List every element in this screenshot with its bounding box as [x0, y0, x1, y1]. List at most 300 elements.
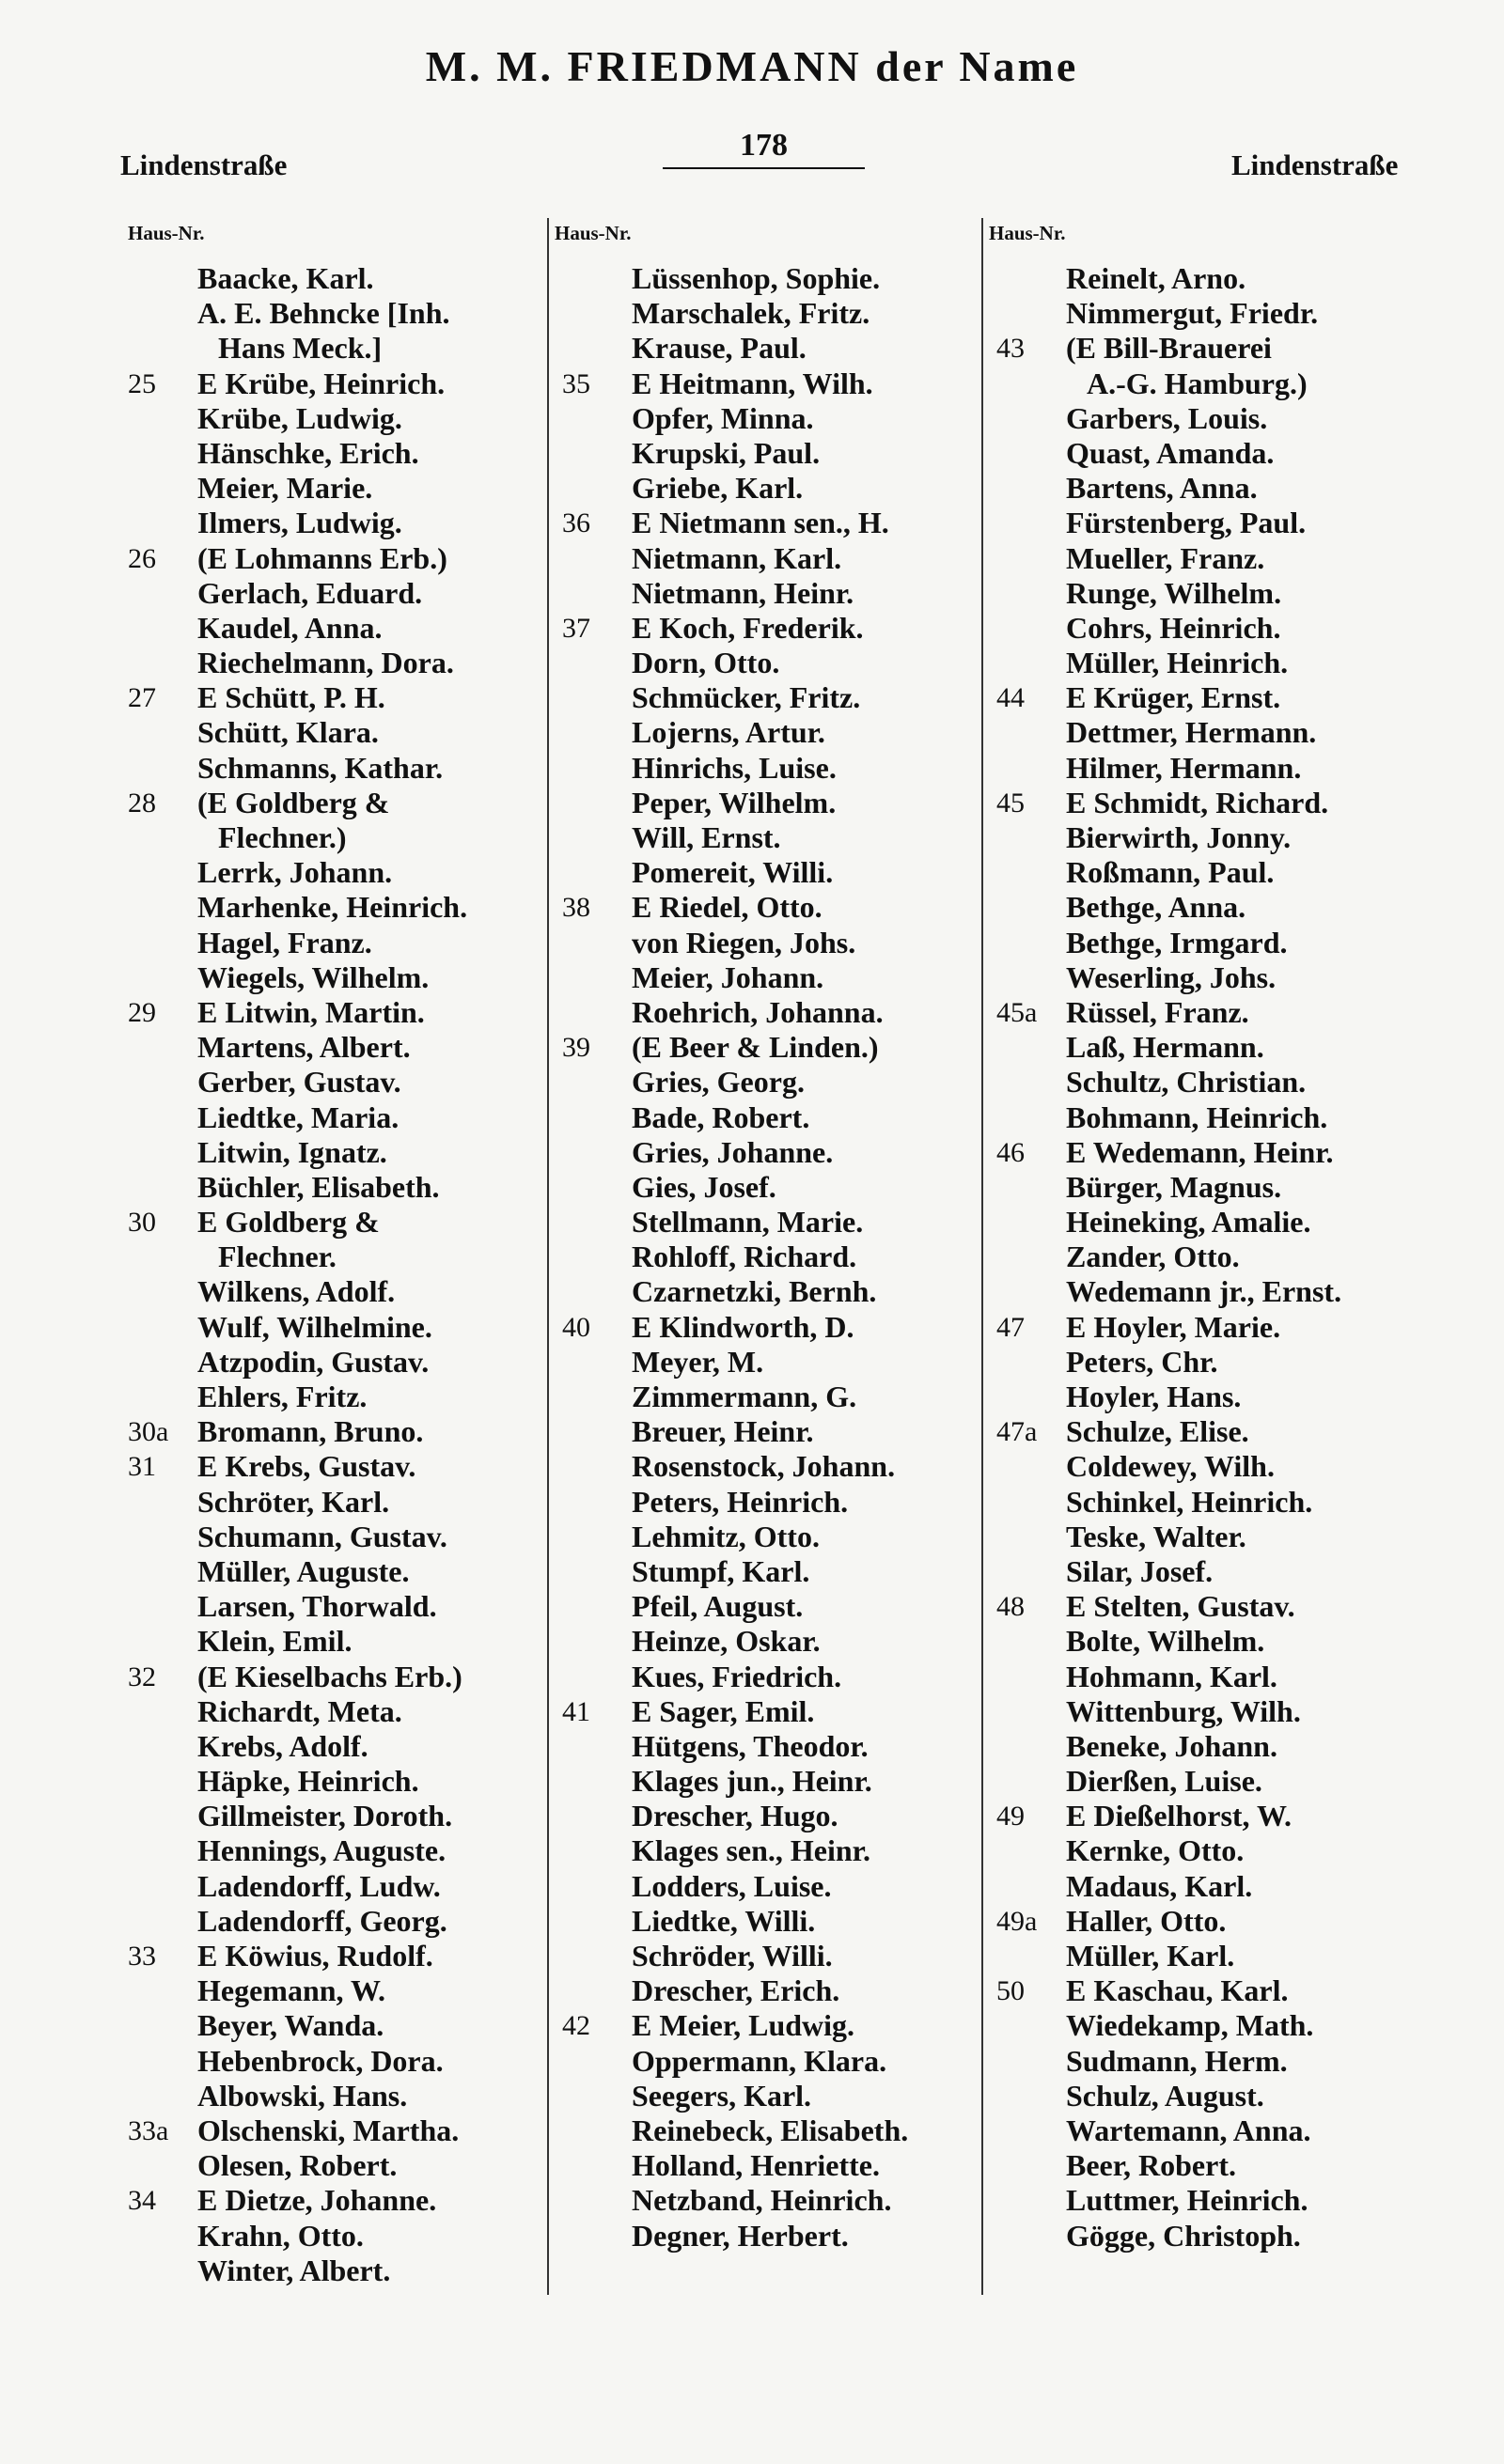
- directory-entry: [996, 1065, 1485, 1099]
- resident-name: Kaudel, Anna.: [197, 610, 383, 645]
- house-number: 43: [996, 333, 1025, 365]
- resident-name: Holland, Henriette.: [632, 2148, 880, 2183]
- directory-entry: [996, 1485, 1485, 1520]
- directory-entry: [128, 820, 541, 855]
- directory-entry: [996, 2113, 1485, 2148]
- directory-entry: [562, 680, 976, 715]
- resident-name: Häpke, Heinrich.: [197, 1764, 419, 1799]
- directory-entry: [996, 1904, 1485, 1939]
- resident-name: Schröder, Willi.: [632, 1939, 833, 1973]
- resident-name: Gries, Georg.: [632, 1065, 805, 1099]
- directory-entry: [128, 2008, 541, 2043]
- house-number: 40: [562, 1311, 590, 1343]
- directory-entry: [128, 576, 541, 611]
- resident-name: Drescher, Hugo.: [632, 1799, 838, 1833]
- directory-entry: [562, 1030, 976, 1065]
- resident-name: Reinebeck, Elisabeth.: [632, 2113, 909, 2147]
- directory-entry: [562, 331, 976, 366]
- directory-entry: [128, 436, 541, 471]
- resident-name: Madaus, Karl.: [1066, 1868, 1253, 1903]
- resident-name: Krahn, Otto.: [197, 2218, 364, 2253]
- resident-name: E Riedel, Otto.: [632, 890, 822, 925]
- directory-entry: [128, 1694, 541, 1729]
- resident-name: A.-G. Hamburg.): [1087, 366, 1308, 400]
- directory-entry: [562, 1799, 976, 1833]
- house-number: 49: [996, 1801, 1025, 1832]
- directory-entry: [996, 1799, 1485, 1833]
- resident-name: Fürstenberg, Paul.: [1066, 506, 1307, 540]
- resident-name: E Heitmann, Wilh.: [632, 366, 873, 400]
- resident-name: Peper, Wilhelm.: [632, 785, 837, 819]
- directory-entry: [128, 1799, 541, 1833]
- directory-entry: [562, 1100, 976, 1135]
- directory-entry: [562, 1520, 976, 1554]
- directory-entry: [996, 751, 1485, 786]
- directory-entry: [562, 1554, 976, 1589]
- resident-name: Nietmann, Heinr.: [632, 575, 854, 610]
- directory-entry: [996, 1764, 1485, 1799]
- house-number: 25: [128, 367, 156, 399]
- directory-entry: [996, 890, 1485, 925]
- directory-entry: [128, 2219, 541, 2253]
- directory-entry: [996, 1310, 1485, 1345]
- directory-entry: [128, 366, 541, 401]
- resident-name: Weserling, Johs.: [1066, 959, 1277, 994]
- directory-entry: [128, 715, 541, 750]
- resident-name: Nietmann, Karl.: [632, 540, 842, 575]
- resident-name: Peters, Chr.: [1066, 1344, 1218, 1379]
- house-number: 26: [128, 542, 156, 574]
- directory-entry: [562, 401, 976, 436]
- resident-name: A. E. Behncke [Inh.: [197, 296, 450, 331]
- resident-name: Schultz, Christian.: [1066, 1065, 1307, 1099]
- directory-entry: [996, 1030, 1485, 1065]
- directory-entry: [128, 1520, 541, 1554]
- street-header-left: Lindenstraße: [120, 148, 288, 181]
- directory-entry: [996, 401, 1485, 436]
- directory-entry: [128, 611, 541, 646]
- directory-entry: [996, 1973, 1485, 2008]
- directory-entry: [996, 436, 1485, 471]
- directory-entry: [996, 331, 1485, 366]
- directory-entry: [562, 2148, 976, 2183]
- directory-entry: [128, 995, 541, 1030]
- column-divider-1: [547, 218, 549, 2295]
- resident-name: Gerber, Gustav.: [197, 1065, 401, 1099]
- directory-entry: [128, 1485, 541, 1520]
- resident-name: Gögge, Christoph.: [1066, 2218, 1301, 2253]
- resident-name: Quast, Amanda.: [1066, 435, 1275, 470]
- directory-entry: [562, 1589, 976, 1624]
- resident-name: Kernke, Otto.: [1066, 1833, 1245, 1868]
- resident-name: E Goldberg &: [197, 1205, 380, 1240]
- directory-entry: [128, 401, 541, 436]
- house-number: 45a: [996, 996, 1038, 1028]
- house-number: 30a: [128, 1416, 169, 1448]
- house-number: 45: [996, 787, 1025, 819]
- resident-name: Müller, Karl.: [1066, 1939, 1235, 1973]
- resident-name: Büchler, Elisabeth.: [197, 1169, 440, 1204]
- directory-entry: [128, 2079, 541, 2113]
- resident-name: Lüssenhop, Sophie.: [632, 261, 881, 295]
- resident-name: Sudmann, Herm.: [1066, 2043, 1288, 2078]
- directory-entry: [996, 2148, 1485, 2183]
- page-title: M. M. FRIEDMANN der Name: [425, 42, 1079, 90]
- resident-name: Meier, Johann.: [632, 959, 824, 994]
- resident-name: Hans Meck.]: [218, 331, 383, 366]
- directory-entry: [996, 1100, 1485, 1135]
- directory-entry: [996, 1660, 1485, 1694]
- directory-entry: [562, 541, 976, 576]
- resident-name: Schmücker, Fritz.: [632, 680, 861, 715]
- directory-entry: [996, 2219, 1485, 2253]
- resident-name: Ehlers, Fritz.: [197, 1380, 368, 1413]
- resident-name: Bade, Robert.: [632, 1099, 810, 1134]
- directory-entry: [128, 1380, 541, 1414]
- resident-name: Rohloff, Richard.: [632, 1240, 857, 1274]
- directory-entry: [128, 296, 541, 331]
- resident-name: E Krübe, Heinrich.: [197, 366, 446, 400]
- directory-entry: [562, 1694, 976, 1729]
- resident-name: Hagel, Franz.: [197, 925, 372, 959]
- directory-entry: [996, 1170, 1485, 1205]
- directory-entry: [996, 646, 1485, 680]
- column-divider-2: [981, 218, 983, 2295]
- directory-entry: [128, 1589, 541, 1624]
- directory-entry: [128, 2148, 541, 2183]
- directory-entry: [996, 506, 1485, 540]
- resident-name: Hilmer, Hermann.: [1066, 750, 1302, 785]
- directory-entry: [562, 960, 976, 995]
- directory-entry: [128, 1100, 541, 1135]
- resident-name: Flechner.: [218, 1240, 337, 1274]
- directory-entry: [996, 2044, 1485, 2079]
- resident-name: Klein, Emil.: [197, 1624, 352, 1659]
- resident-name: Schröter, Karl.: [197, 1484, 390, 1519]
- resident-name: Dettmer, Hermann.: [1066, 715, 1317, 750]
- directory-entry: [996, 541, 1485, 576]
- directory-entry: [562, 890, 976, 925]
- resident-name: Pfeil, August.: [632, 1589, 804, 1624]
- directory-entry: [562, 855, 976, 890]
- directory-entry: [562, 576, 976, 611]
- resident-name: Wartemann, Anna.: [1066, 2113, 1311, 2147]
- resident-name: (E Goldberg &: [197, 785, 390, 819]
- directory-entry: [128, 1310, 541, 1345]
- resident-name: E Krüger, Ernst.: [1066, 680, 1281, 715]
- street-header-right: Lindenstraße: [1231, 148, 1399, 181]
- resident-name: Schinkel, Heinrich.: [1066, 1484, 1313, 1519]
- resident-name: Krupski, Paul.: [632, 435, 821, 470]
- resident-name: Gillmeister, Doroth.: [197, 1799, 453, 1833]
- resident-name: Winter, Albert.: [197, 2253, 391, 2287]
- resident-name: E Stelten, Gustav.: [1066, 1589, 1295, 1624]
- directory-entry: [562, 820, 976, 855]
- resident-name: Klages jun., Heinr.: [632, 1764, 872, 1799]
- directory-entry: [562, 1869, 976, 1904]
- directory-entry: [128, 1554, 541, 1589]
- directory-entry: [128, 1065, 541, 1099]
- resident-name: E Schütt, P. H.: [197, 680, 385, 715]
- resident-name: Pomereit, Willi.: [632, 855, 834, 890]
- resident-name: Luttmer, Heinrich.: [1066, 2183, 1308, 2218]
- directory-entry: [128, 1624, 541, 1659]
- house-number: 50: [996, 1975, 1025, 2007]
- resident-name: (E Bill-Brauerei: [1066, 331, 1272, 366]
- resident-name: Wiegels, Wilhelm.: [197, 959, 430, 994]
- directory-entry: [562, 2044, 976, 2079]
- resident-name: Oppermann, Klara.: [632, 2043, 887, 2078]
- directory-entry: [128, 2044, 541, 2079]
- directory-entry: [562, 261, 976, 296]
- resident-name: (E Lohmanns Erb.): [197, 540, 447, 575]
- directory-entry: [562, 1833, 976, 1868]
- resident-name: Stellmann, Marie.: [632, 1205, 864, 1240]
- directory-entry: [128, 786, 541, 820]
- directory-entry: [996, 1939, 1485, 1973]
- resident-name: Zimmermann, G.: [632, 1380, 857, 1413]
- directory-entry: [562, 1205, 976, 1240]
- resident-name: Bethge, Anna.: [1066, 890, 1246, 925]
- resident-name: Olesen, Robert.: [197, 2148, 398, 2183]
- resident-name: Schmanns, Kathar.: [197, 750, 444, 785]
- directory-entry: [996, 1554, 1485, 1589]
- directory-entry: [562, 2079, 976, 2113]
- resident-name: (E Kieselbachs Erb.): [197, 1659, 462, 1693]
- house-number: 29: [128, 996, 156, 1028]
- resident-name: Martens, Albert.: [197, 1030, 411, 1065]
- directory-entry: [562, 1904, 976, 1939]
- resident-name: Krebs, Adolf.: [197, 1728, 368, 1763]
- resident-name: Beneke, Johann.: [1066, 1728, 1277, 1763]
- resident-name: Litwin, Ignatz.: [197, 1134, 387, 1169]
- column-header-2: Haus-Nr.: [555, 222, 632, 244]
- resident-name: Coldewey, Wilh.: [1066, 1449, 1275, 1484]
- directory-entry: [996, 576, 1485, 611]
- resident-name: Bohmann, Heinrich.: [1066, 1099, 1328, 1134]
- house-number: 34: [128, 2185, 156, 2217]
- resident-name: Ladendorff, Ludw.: [197, 1868, 441, 1903]
- directory-entry: [128, 1729, 541, 1764]
- directory-entry: [128, 1414, 541, 1449]
- directory-entry: [128, 1030, 541, 1065]
- directory-entry: [996, 960, 1485, 995]
- directory-entry: [996, 261, 1485, 296]
- directory-entry: [562, 1485, 976, 1520]
- house-number: 46: [996, 1136, 1025, 1168]
- resident-name: Wulf, Wilhelmine.: [197, 1309, 432, 1344]
- directory-entry: [128, 1660, 541, 1694]
- directory-entry: [128, 1240, 541, 1274]
- resident-name: E Nietmann sen., H.: [632, 506, 889, 540]
- resident-name: E Sager, Emil.: [632, 1693, 815, 1728]
- directory-entry: [562, 646, 976, 680]
- directory-entry: [996, 1694, 1485, 1729]
- resident-name: Drescher, Erich.: [632, 1973, 840, 2008]
- directory-entry: [996, 926, 1485, 960]
- directory-entry: [996, 855, 1485, 890]
- resident-name: Dorn, Otto.: [632, 646, 780, 680]
- resident-name: Beer, Robert.: [1066, 2148, 1236, 2183]
- directory-entry: [996, 715, 1485, 750]
- directory-entry: [996, 2008, 1485, 2043]
- directory-entry: [128, 960, 541, 995]
- resident-name: Hohmann, Karl.: [1066, 1659, 1277, 1693]
- directory-entry: [562, 436, 976, 471]
- resident-name: Beyer, Wanda.: [197, 2008, 384, 2043]
- house-number: 31: [128, 1451, 156, 1483]
- resident-name: E Meier, Ludwig.: [632, 2008, 855, 2043]
- house-number: 47: [996, 1311, 1025, 1343]
- directory-entry: [562, 715, 976, 750]
- resident-name: Hoyler, Hans.: [1066, 1380, 1242, 1413]
- directory-entry: [996, 1520, 1485, 1554]
- resident-name: Stumpf, Karl.: [632, 1553, 810, 1588]
- directory-entry: [128, 1345, 541, 1380]
- directory-entry: [562, 1973, 976, 2008]
- directory-entry: [562, 611, 976, 646]
- directory-entry: [128, 1274, 541, 1309]
- resident-name: Schütt, Klara.: [197, 715, 379, 750]
- directory-entry: [128, 2253, 541, 2288]
- directory-entry: [562, 1274, 976, 1309]
- resident-name: Heineking, Amalie.: [1066, 1205, 1311, 1240]
- resident-name: Lojerns, Artur.: [632, 715, 825, 750]
- directory-entry: [128, 646, 541, 680]
- resident-name: Larsen, Thorwald.: [197, 1589, 437, 1624]
- resident-name: Atzpodin, Gustav.: [197, 1344, 430, 1379]
- directory-entry: [562, 1170, 976, 1205]
- directory-entry: [996, 296, 1485, 331]
- directory-entry: [128, 751, 541, 786]
- directory-entry: [562, 366, 976, 401]
- directory-entry: [562, 471, 976, 506]
- directory-entry: [996, 1135, 1485, 1170]
- directory-entry: [996, 1414, 1485, 1449]
- resident-name: Hinrichs, Luise.: [632, 750, 837, 785]
- directory-column-2: [562, 261, 976, 2253]
- directory-entry: [562, 1414, 976, 1449]
- resident-name: Albowski, Hans.: [197, 2078, 408, 2113]
- resident-name: Wittenburg, Wilh.: [1066, 1693, 1301, 1728]
- directory-entry: [562, 751, 976, 786]
- resident-name: Breuer, Heinr.: [632, 1414, 814, 1449]
- resident-name: Schumann, Gustav.: [197, 1519, 447, 1553]
- house-number: 39: [562, 1032, 590, 1064]
- directory-entry: [996, 1869, 1485, 1904]
- directory-entry: [996, 680, 1485, 715]
- house-number: 49a: [996, 1905, 1038, 1937]
- directory-entry: [562, 1660, 976, 1694]
- column-header-3: Haus-Nr.: [989, 222, 1066, 244]
- resident-name: Riechelmann, Dora.: [197, 646, 454, 680]
- resident-name: Müller, Heinrich.: [1066, 646, 1289, 680]
- directory-entry: [128, 1833, 541, 1868]
- resident-name: Schulz, August.: [1066, 2078, 1264, 2113]
- resident-name: Marschalek, Fritz.: [632, 296, 870, 331]
- directory-entry: [562, 1939, 976, 1973]
- resident-name: E Wedemann, Heinr.: [1066, 1134, 1334, 1169]
- resident-name: Liedtke, Maria.: [197, 1099, 400, 1134]
- directory-entry: [562, 2008, 976, 2043]
- resident-name: Cohrs, Heinrich.: [1066, 610, 1281, 645]
- resident-name: von Riegen, Johs.: [632, 925, 856, 959]
- resident-name: Meyer, M.: [632, 1344, 764, 1379]
- directory-entry: [562, 1624, 976, 1659]
- directory-entry: [562, 926, 976, 960]
- directory-column-1: [128, 261, 541, 2288]
- resident-name: E Klindworth, D.: [632, 1309, 854, 1344]
- directory-entry: [128, 1973, 541, 2008]
- directory-entry: [128, 1205, 541, 1240]
- house-number: 37: [562, 612, 590, 644]
- directory-entry: [562, 1240, 976, 1274]
- resident-name: Runge, Wilhelm.: [1066, 575, 1282, 610]
- resident-name: Roehrich, Johanna.: [632, 994, 884, 1029]
- resident-name: Liedtke, Willi.: [632, 1903, 816, 1938]
- directory-entry: [128, 1939, 541, 1973]
- house-number: 33: [128, 1941, 156, 1972]
- directory-entry: [996, 995, 1485, 1030]
- directory-entry: [562, 1729, 976, 1764]
- directory-entry: [996, 471, 1485, 506]
- directory-entry: [128, 926, 541, 960]
- directory-entry: [128, 471, 541, 506]
- resident-name: Ilmers, Ludwig.: [197, 506, 402, 540]
- resident-name: Ladendorff, Georg.: [197, 1903, 447, 1938]
- resident-name: Gries, Johanne.: [632, 1134, 834, 1169]
- house-number: 27: [128, 682, 156, 714]
- resident-name: Hänschke, Erich.: [197, 435, 419, 470]
- directory-entry: [562, 2183, 976, 2218]
- resident-name: Hütgens, Theodor.: [632, 1728, 869, 1763]
- resident-name: Bartens, Anna.: [1066, 471, 1258, 506]
- house-number: 38: [562, 892, 590, 924]
- house-number: 33a: [128, 2114, 169, 2146]
- house-number: 28: [128, 787, 156, 819]
- directory-entry: [562, 1380, 976, 1414]
- house-number: 42: [562, 2010, 590, 2042]
- resident-name: Netzband, Heinrich.: [632, 2183, 892, 2218]
- directory-entry: [128, 855, 541, 890]
- resident-name: Lehmitz, Otto.: [632, 1519, 820, 1553]
- resident-name: Opfer, Minna.: [632, 400, 814, 435]
- resident-name: Baacke, Karl.: [197, 261, 374, 295]
- directory-entry: [562, 1135, 976, 1170]
- directory-entry: [128, 506, 541, 540]
- directory-entry: [996, 1345, 1485, 1380]
- resident-name: Lerrk, Johann.: [197, 855, 393, 890]
- resident-name: E Krebs, Gustav.: [197, 1449, 416, 1484]
- resident-name: E Schmidt, Richard.: [1066, 785, 1329, 819]
- directory-entry: [562, 2219, 976, 2253]
- resident-name: Hegemann, W.: [197, 1973, 386, 2008]
- resident-name: Bierwirth, Jonny.: [1066, 820, 1292, 854]
- directory-entry: [562, 2113, 976, 2148]
- resident-name: Bolte, Wilhelm.: [1066, 1624, 1265, 1659]
- directory-entry: [128, 1869, 541, 1904]
- resident-name: Czarnetzki, Bernh.: [632, 1274, 877, 1309]
- page-number: 178: [740, 128, 788, 163]
- resident-name: (E Beer & Linden.): [632, 1030, 879, 1065]
- directory-entry: [996, 1589, 1485, 1624]
- resident-name: E Litwin, Martin.: [197, 994, 425, 1029]
- resident-name: Wiedekamp, Math.: [1066, 2008, 1314, 2043]
- resident-name: Flechner.): [218, 820, 347, 854]
- directory-entry: [562, 506, 976, 540]
- directory-entry: [996, 1205, 1485, 1240]
- resident-name: Mueller, Franz.: [1066, 540, 1265, 575]
